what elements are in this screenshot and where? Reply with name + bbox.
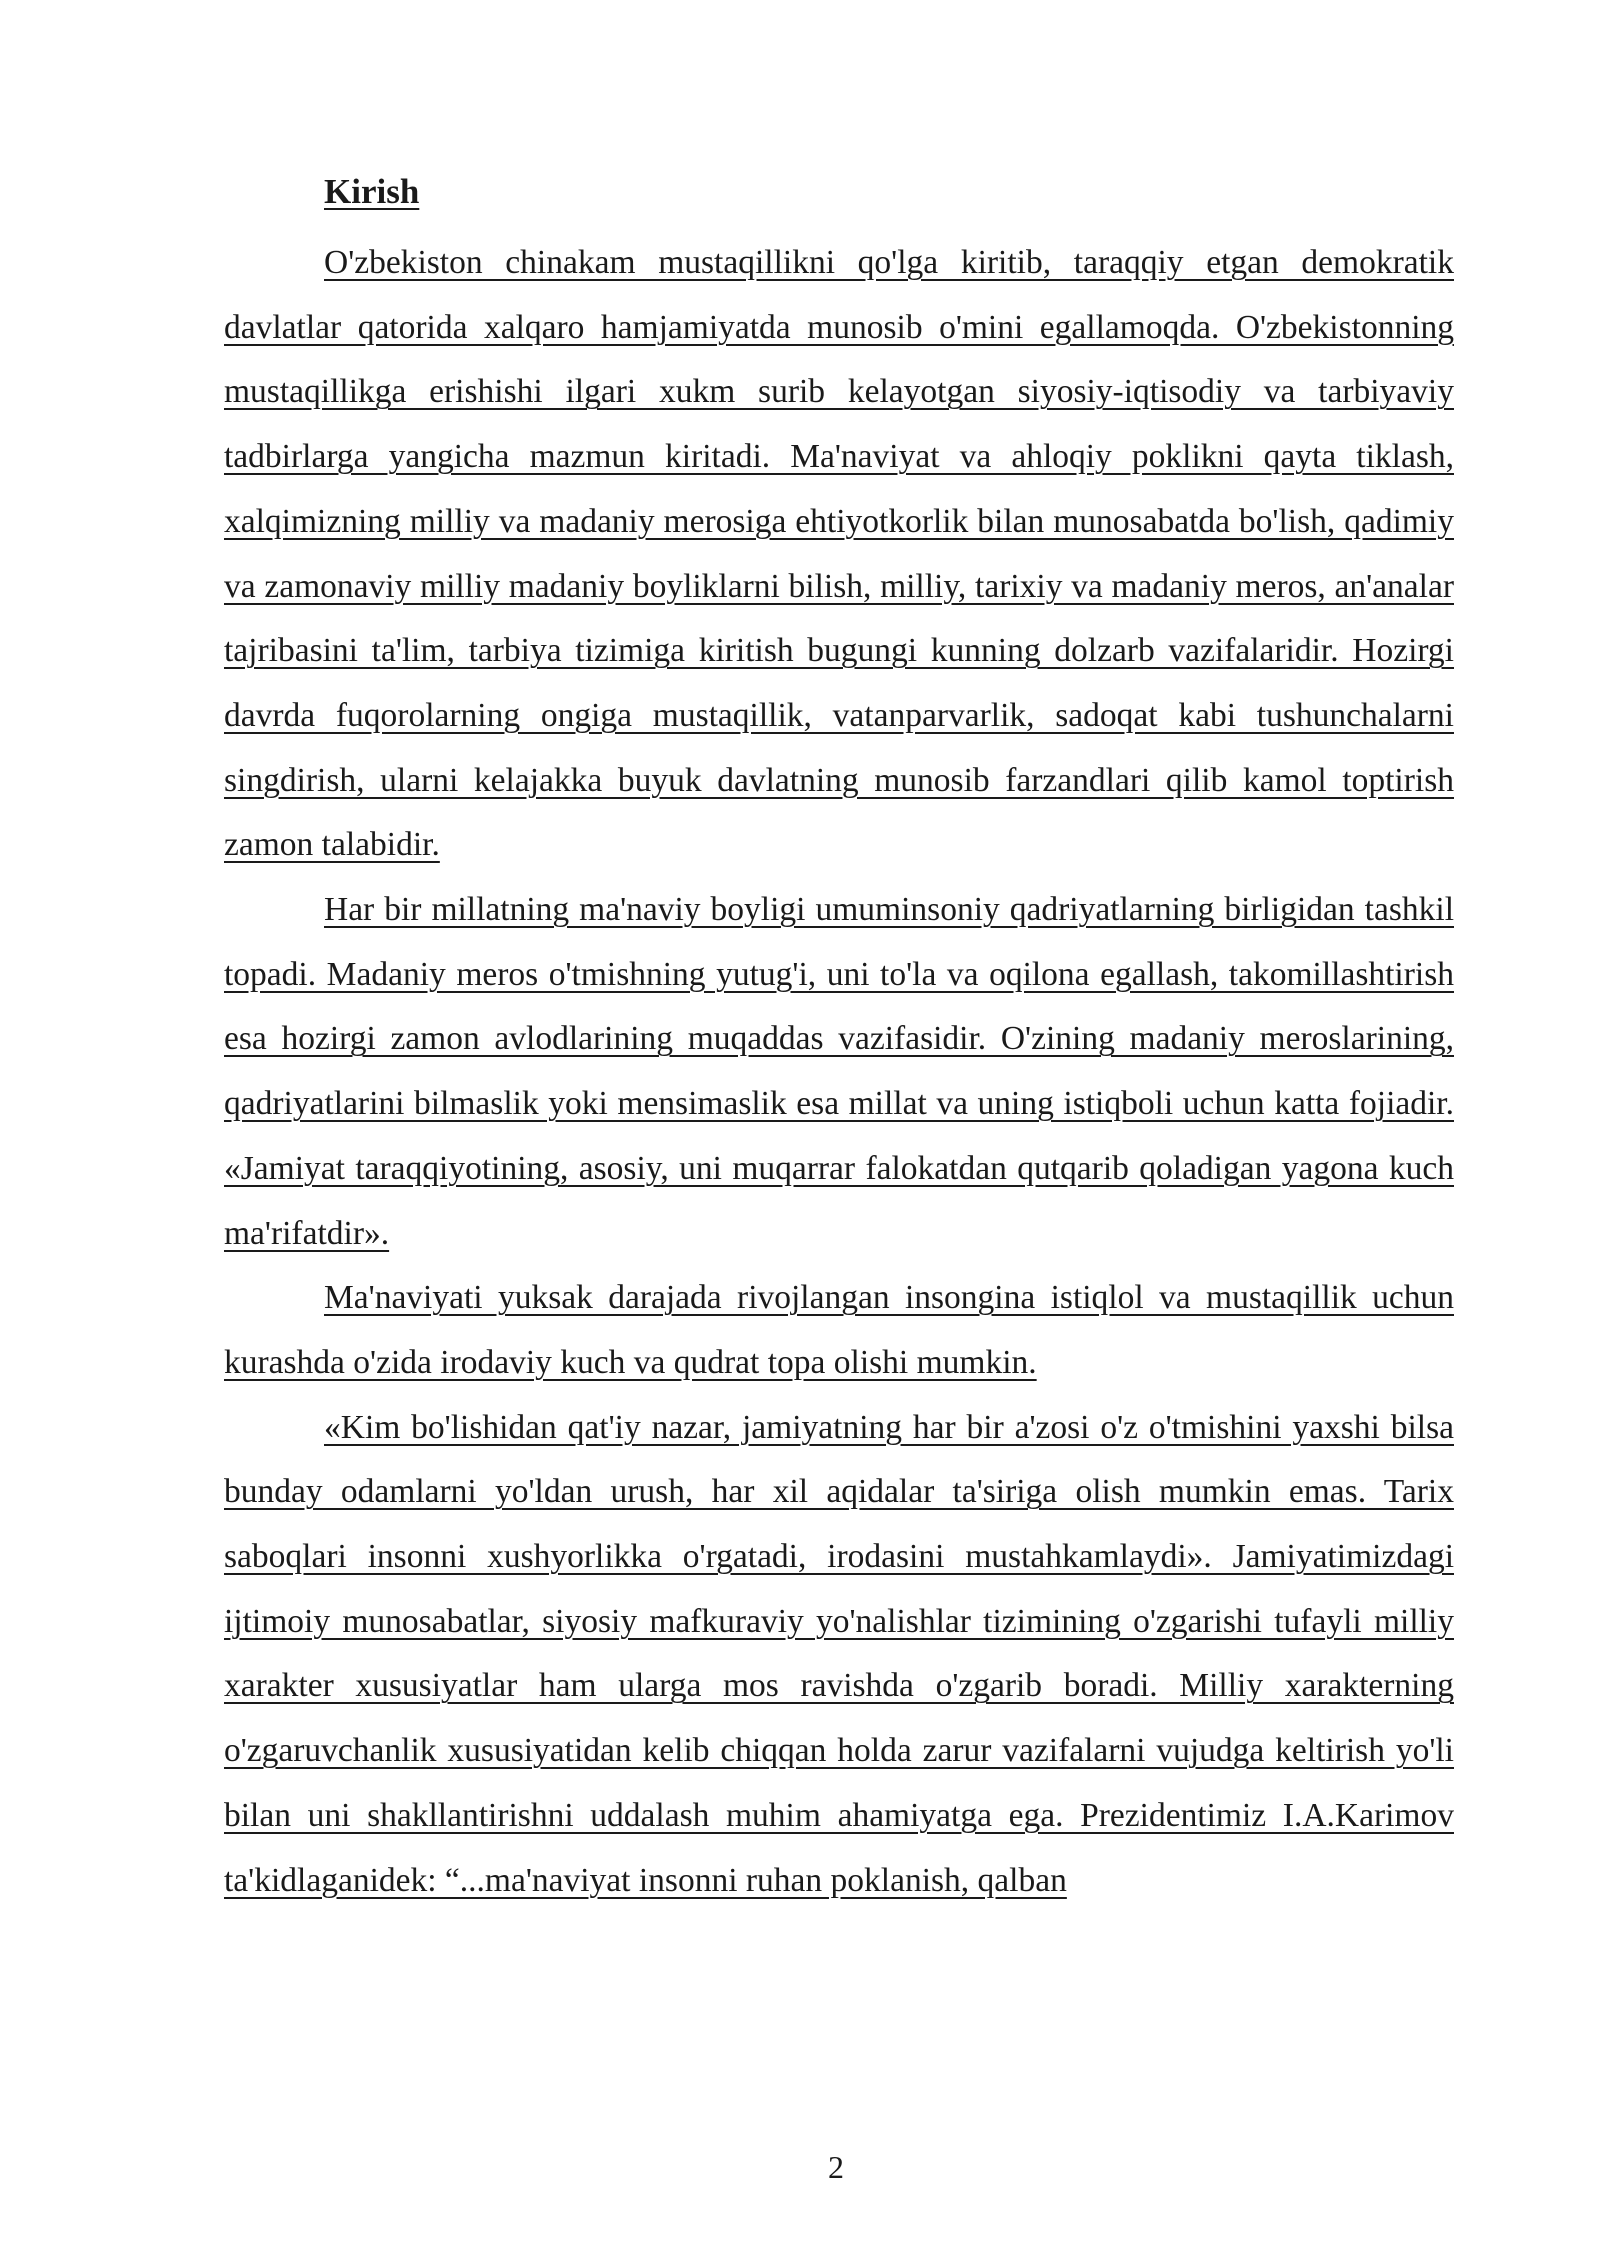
paragraph-1: O'zbekiston chinakam mustaqillikni qo'lga kiritib, taraqqiy etgan demokratik davlatlar qatorida xalqaro hamjamiyatda munosib o'mini egallamoqda. O'zbekistonning mustaqillikga erishishi ilgari xukm surib kelayotgan siyosiy-iqtisodiy va tarbiyaviy tadbirlarga yangicha mazmun kiritadi. Ma'naviyat va ahloqiy poklikni qayta tiklash, xalqimizning milliy va madaniy merosiga ehtiyotkorlik bilan munosabatda bo'lish, qadimiy va zamonaviy milliy madaniy boyliklarni bilish, milliy, tarixiy va madaniy meros, an'analar tajribasini ta'lim, tarbiya tizimiga kiritish bugungi kunning dolzarb vazifalaridir. Hozirgi davrda fuqorolarning ongiga mustaqillik, vatanparvarlik, sadoqat kabi tushunchalarni singdirish, ularni kelajakka buyuk davlatning munosib farzandlari qilib kamol toptirish zamon talabidir. [224, 244, 1454, 864]
page-number: 2 [828, 2149, 844, 2185]
paragraph-2: Har bir millatning ma'naviy boyligi umuminsoniy qadriyatlarning birligidan tashkil topadi. Madaniy meros o'tmishning yutug'i, uni to'la va oqilona egallash, takomillashtirish esa hozirgi zamon avlodlarining muqaddas vazifasidir. O'zining madaniy meroslarining, qadriyatlarini bilmaslik yoki mensimaslik esa millat va uning istiqboli uchun katta fojiadir. «Jamiyat taraqqiyotining, asosiy, uni muqarrar falokatdan qutqarib qoladigan yagona kuch ma'rifatdir». [224, 891, 1454, 1252]
paragraph-4: «Kim bo'lishidan qat'iy nazar, jamiyatning har bir a'zosi o'z o'tmishini yaxshi bilsa bunday odamlarni yo'ldan urush, har xil aqidalar ta'siriga olish mumkin emas. Tarix saboqlari insonni xushyorlikka o'rgatadi, irodasini mustahkamlaydi». Jamiyatimizdagi ijtimoiy munosabatlar, siyosiy mafkuraviy yo'nalishlar tizimining o'zgarishi tufayli milliy xarakter xususiyatlar ham ularga mos ravishda o'zgarib boradi. Milliy xarakterning o'zgaruvchanlik xususiyatidan kelib chiqqan holda zarur vazifalarni vujudga keltirish yo'li bilan uni shakllantirishni uddalash muhim ahamiyatga ega. Prezidentimiz I.A.Karimov ta'kidlaganidek: “...ma'naviyat insonni ruhan poklanish, qalban [224, 1408, 1454, 1899]
paragraph-3: Ma'naviyati yuksak darajada rivojlangan insongina istiqlol va mustaqillik uchun kurashda o'zida irodaviy kuch va qudrat topa olishi mumkin. [224, 1279, 1454, 1381]
body-text [224, 166, 1454, 1913]
section-heading: Kirish [324, 172, 420, 211]
